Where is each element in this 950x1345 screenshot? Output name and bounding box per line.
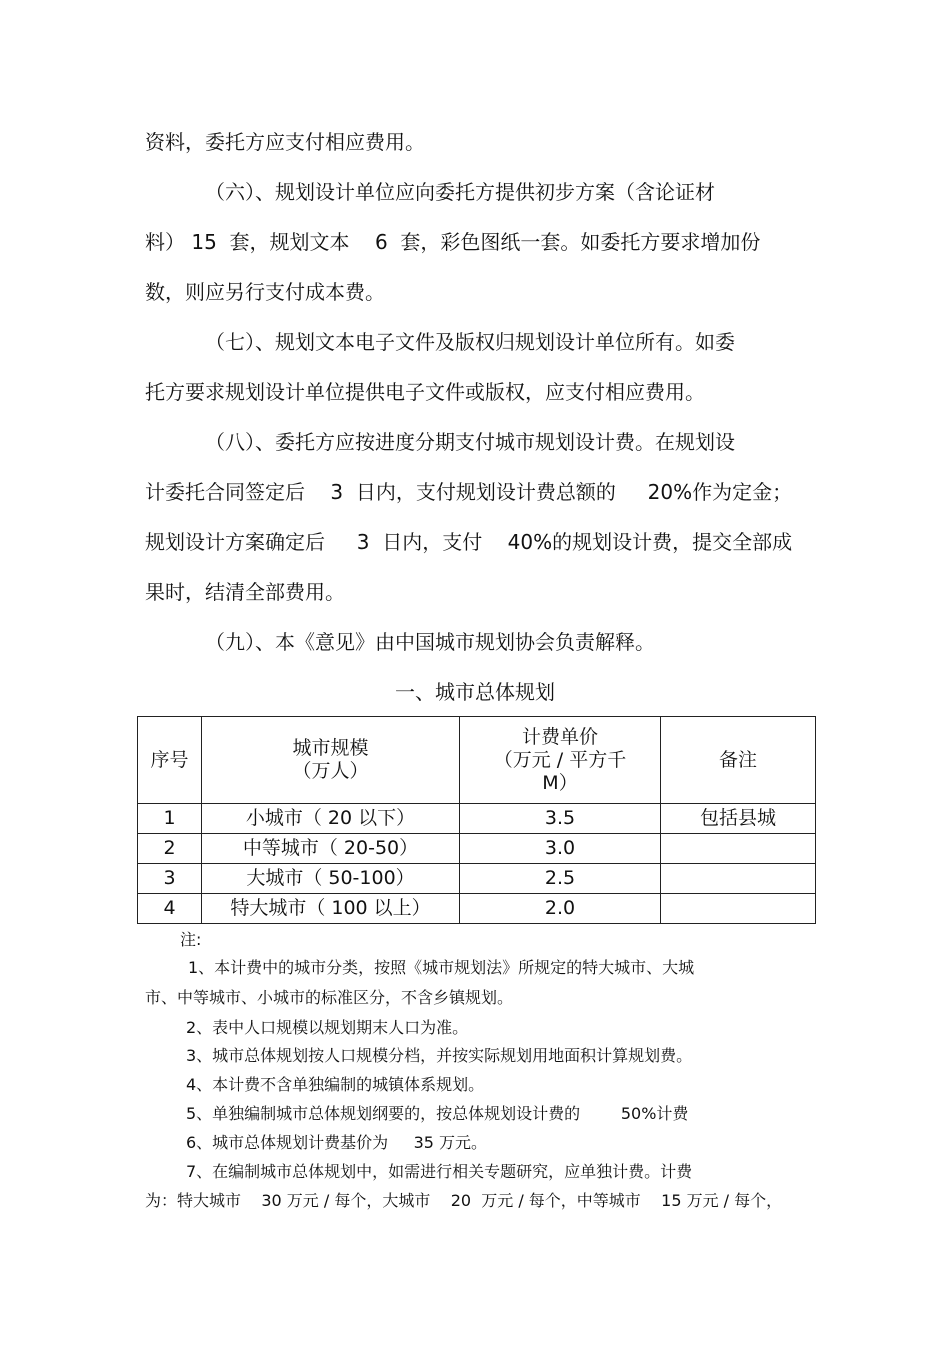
cell-seq: 4 bbox=[138, 894, 202, 924]
cell-seq: 3 bbox=[138, 864, 202, 894]
header-city-scale-line1: 城市规模 bbox=[292, 737, 369, 759]
cell-seq: 2 bbox=[138, 834, 202, 864]
paragraph-line: 果时，结清全部费用。 bbox=[145, 580, 345, 604]
cell-city-scale: 特大城市（ 100 以上） bbox=[202, 894, 460, 924]
cell-unit-price: 2.5 bbox=[460, 864, 661, 894]
paragraph-line: （九）、本《意见》由中国城市规划协会负责解释。 bbox=[205, 630, 655, 654]
header-seq: 序号 bbox=[138, 717, 202, 804]
header-remark: 备注 bbox=[661, 717, 816, 804]
note-item: 2、表中人口规模以规划期末人口为准。 bbox=[186, 1018, 469, 1037]
table-title: 一、城市总体规划 bbox=[395, 680, 555, 704]
cell-city-scale: 大城市（ 50-100） bbox=[202, 864, 460, 894]
paragraph-line: （七）、规划文本电子文件及版权归规划设计单位所有。如委 bbox=[205, 330, 735, 354]
note-item: 1、本计费中的城市分类，按照《城市规划法》所规定的特大城市、大城 bbox=[188, 958, 695, 977]
cell-unit-price: 2.0 bbox=[460, 894, 661, 924]
cell-city-scale: 小城市（ 20 以下） bbox=[202, 804, 460, 834]
cell-remark: 包括县城 bbox=[661, 804, 816, 834]
cell-city-scale: 中等城市（ 20-50） bbox=[202, 834, 460, 864]
paragraph-line: 数，则应另行支付成本费。 bbox=[145, 280, 385, 304]
notes-label: 注: bbox=[180, 930, 202, 949]
note-item: 市、中等城市、小城市的标准区分，不含乡镇规划。 bbox=[145, 988, 514, 1007]
header-city-scale-line2: （万人） bbox=[292, 760, 369, 782]
cell-unit-price: 3.5 bbox=[460, 804, 661, 834]
header-city-scale bbox=[202, 717, 460, 804]
note-item: 5、单独编制城市总体规划纲要的，按总体规划设计费的 50%计费 bbox=[186, 1104, 689, 1123]
paragraph-line: （八）、委托方应按进度分期支付城市规划设计费。在规划设 bbox=[205, 430, 735, 454]
note-item: 6、城市总体规划计费基价为 35 万元。 bbox=[186, 1133, 488, 1152]
header-unit-price-line2: （万元 / 平方千 bbox=[493, 748, 627, 771]
fee-table bbox=[137, 716, 816, 924]
cell-remark bbox=[661, 834, 816, 864]
paragraph-line: 料） 15 套，规划文本 6 套，彩色图纸一套。如委托方要求增加份 bbox=[145, 230, 761, 254]
cell-unit-price: 3.0 bbox=[460, 834, 661, 864]
paragraph-line: （六）、规划设计单位应向委托方提供初步方案（含论证材 bbox=[205, 180, 715, 204]
table-row bbox=[138, 864, 816, 894]
cell-remark bbox=[661, 864, 816, 894]
header-unit-price bbox=[460, 717, 661, 804]
table-row bbox=[138, 894, 816, 924]
paragraph-line: 资料，委托方应支付相应费用。 bbox=[145, 130, 425, 154]
paragraph-line: 规划设计方案确定后 3 日内，支付 40%的规划设计费，提交全部成 bbox=[145, 530, 793, 554]
header-unit-price-line3: M） bbox=[542, 771, 578, 794]
cell-remark bbox=[661, 894, 816, 924]
cell-seq: 1 bbox=[138, 804, 202, 834]
paragraph-line: 托方要求规划设计单位提供电子文件或版权，应支付相应费用。 bbox=[145, 380, 705, 404]
paragraph-line: 计委托合同签定后 3 日内，支付规划设计费总额的 20%作为定金； bbox=[145, 480, 793, 504]
table-header-row bbox=[138, 717, 816, 804]
note-item: 为：特大城市 30 万元 / 每个，大城市 20 万元 / 每个，中等城市 15 万元 / 每个， bbox=[145, 1191, 783, 1210]
table-row bbox=[138, 834, 816, 864]
table-row bbox=[138, 804, 816, 834]
note-item: 4、本计费不含单独编制的城镇体系规划。 bbox=[186, 1075, 485, 1094]
header-unit-price-line1: 计费单价 bbox=[521, 725, 598, 748]
note-item: 7、在编制城市总体规划中，如需进行相关专题研究，应单独计费。计费 bbox=[186, 1162, 693, 1181]
note-item: 3、城市总体规划按人口规模分档，并按实际规划用地面积计算规划费。 bbox=[186, 1046, 693, 1065]
